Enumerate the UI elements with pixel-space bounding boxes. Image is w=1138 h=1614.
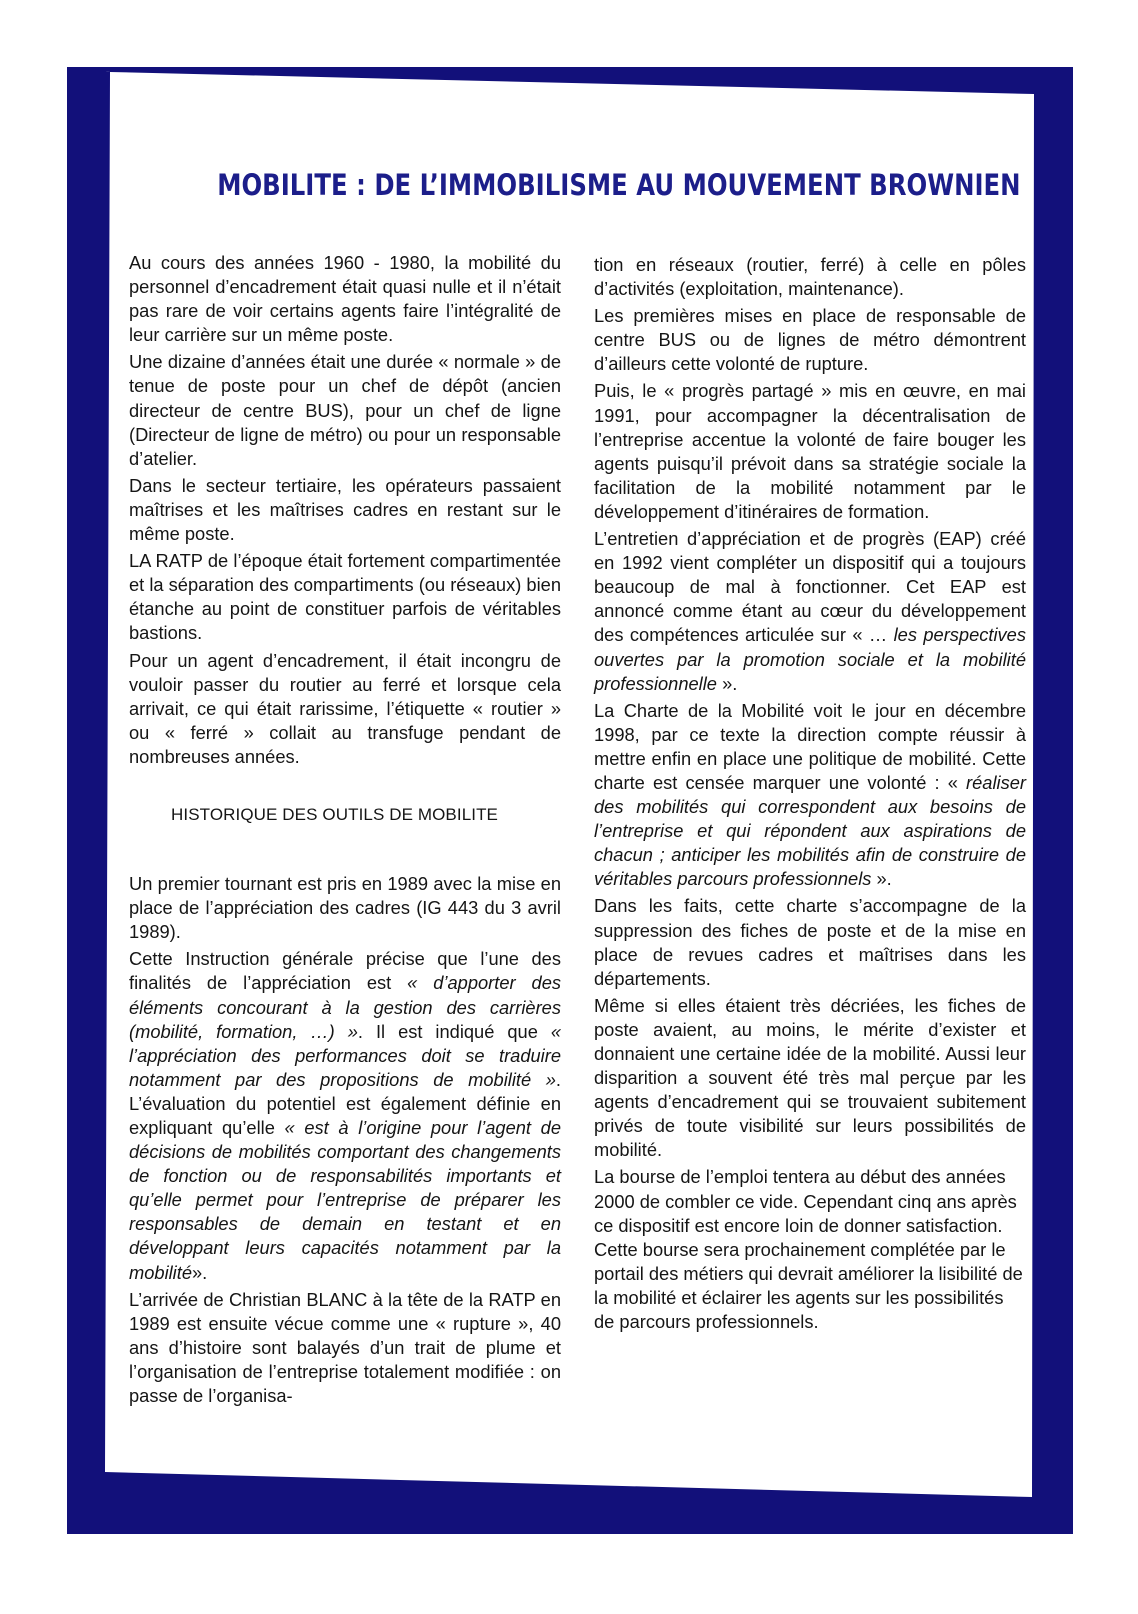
quote-span: « est à l’origine pour l’agent de décisions de mobilités comportant des changements de fonction ou de responsabilités importants et qu’elle permet pour l’entreprise de préparer les responsables de demain en testant et en développant leurs capacités notamment par la mobilité (129, 1117, 562, 1283)
paragraph: Même si elles étaient très décriées, les fiches de poste avaient, au moins, le mérite d’exister et donnaient une certaine idée de la mobilité. Aussi leur disparition a souvent été très mal perçue par les agents d’encadrement qui se trouvaient subitement privés de toute visibilité sur leurs possibilités de mobilité. (594, 994, 1026, 1161)
paragraph: Dans le secteur tertiaire, les opérateurs passaient maîtrises et les maîtrises cadres en restant sur le même poste. (129, 474, 561, 545)
paragraph (594, 699, 1026, 892)
right-column (594, 253, 1026, 1337)
paragraph: Une dizaine d’années était une durée « normale » de tenue de poste pour un chef de dépôt (ancien directeur de centre BUS), pour un chef de ligne (Directeur de ligne de métro) ou pour un responsable d’atelier. (129, 351, 561, 469)
paragraph (594, 527, 1026, 696)
text-span: L’entretien d’appréciation et de progrès (EAP) créé en 1992 vient compléter un dispositif qui a toujours beaucoup de mal à fonctionner. Cet EAP est annoncé comme étant au cœur du développement des compétences articulée sur « … (594, 528, 1026, 646)
paragraph: Un premier tournant est pris en 1989 avec la mise en place de l’appréciation des cadres (IG 443 du 3 avril 1989). (129, 873, 561, 943)
paragraph: Puis, le « progrès partagé » mis en œuvre, en mai 1991, pour accompagner la décentralisation de l’entreprise accentue la volonté de faire bouger les agents puisqu’il prévoit dans sa stratégie sociale la facilitation de la mobilité notamment par le développement d’itinéraires de formation. (594, 380, 1026, 522)
text-span: ». (192, 1261, 208, 1283)
paragraph (129, 947, 561, 1284)
paragraph: tion en réseaux (routier, ferré) à celle en pôles d’activités (exploitation, maintenance). (594, 254, 1026, 300)
page-title: MOBILITE : DE L’IMMOBILISME AU MOUVEMENT BROWNIEN (217, 168, 1021, 202)
text-span: . Il est indiqué que (357, 1020, 551, 1042)
text-span: ». (871, 868, 892, 890)
paragraph: Pour un agent d’encadrement, il était incongru de vouloir passer du routier au ferré et lorsque cela arrivait, ce qui était rarissime, l’étiquette « routier » ou « ferré » collait au transfuge pendant de nombreuses années. (129, 649, 561, 767)
left-column (129, 251, 561, 1411)
paragraph: Dans les faits, cette charte s’accompagne de la suppression des fiches de poste et de la mise en place de revues cadres et maîtrises dans les départements. (594, 895, 1026, 989)
section-heading: HISTORIQUE DES OUTILS DE MOBILITE (171, 804, 498, 824)
text-span: La Charte de la Mobilité voit le jour en décembre 1998, par ce texte la direction compte réussir à mettre enfin en place une politique de mobilité. Cette charte est censée marquer une volonté : « (594, 699, 1026, 793)
paragraph: L’arrivée de Christian BLANC à la tête de la RATP en 1989 est ensuite vécue comme une « rupture », 40 ans d’histoire sont balayés d’un trait de plume et l’organisation de l’entreprise totalement modifiée : on passe de l’organisa- (129, 1288, 561, 1407)
quote-span: réaliser des mobilités qui correspondent aux besoins de l’entreprise et qui répondent aux aspirations de chacun ; anticiper les mobilités afin de construire de véritables parcours professionnels (594, 771, 1026, 890)
text-span: ». (716, 672, 738, 694)
paragraph: Les premières mises en place de responsable de centre BUS ou de lignes de métro démontrent d’ailleurs cette volonté de rupture. (594, 305, 1026, 375)
quote-span: « l’appréciation des performances doit se traduire notamment par des propositions de mobilité » (129, 1020, 562, 1090)
quote-span: « d’apporter des éléments concourant à la gestion des carrières (mobilité, formation, …) » (129, 972, 561, 1042)
text-span: . L’évaluation du potentiel est également définie en expliquant qu’elle (129, 1068, 561, 1138)
paragraph: La bourse de l’emploi tentera au début des années 2000 de combler ce vide. Cependant cinq ans après ce dispositif est encore loin de donner satisfaction. Cette bourse sera prochainement complétée par le portail des métiers qui devrait améliorer la lisibilité de la mobilité et éclairer les agents sur les possibilités de parcours professionnels. (594, 1166, 1023, 1333)
text-span: Cette Instruction générale précise que l’une des finalités de l’appréciation est (129, 948, 561, 994)
paragraph: LA RATP de l’époque était fortement compartimentée et la séparation des compartiments (ou réseaux) bien étanche au point de constituer parfois de véritables bastions. (129, 550, 561, 644)
quote-span: les perspectives ouvertes par la promotion sociale et la mobilité professionnelle (594, 624, 1026, 694)
paragraph: Au cours des années 1960 - 1980, la mobilité du personnel d’encadrement était quasi nulle et il n’était pas rare de voir certains agents faire l’intégralité de leur carrière sur un même poste. (129, 252, 561, 346)
